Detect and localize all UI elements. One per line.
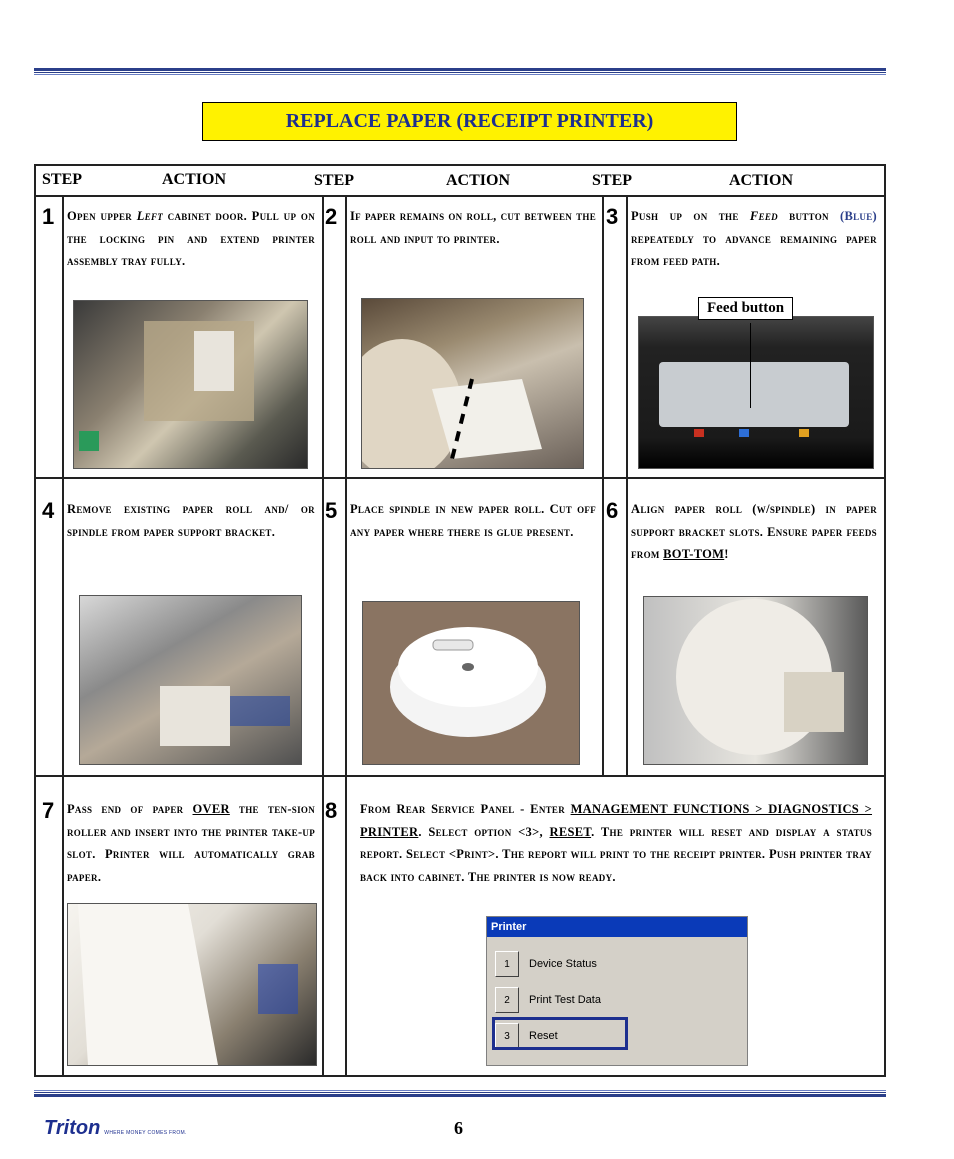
printer-tray-photo: [73, 300, 308, 469]
feed-button-photo: [638, 316, 874, 469]
new-roll-photo: [362, 601, 580, 765]
logo-tagline: WHERE MONEY COMES FROM.: [104, 1130, 187, 1136]
step-number: 5: [325, 498, 338, 523]
top-rule: [34, 68, 886, 75]
cut-paper-photo: [361, 298, 584, 469]
header-action-1: ACTION: [162, 171, 227, 188]
step-1-text: Open upper Left cabinet door. Pull up on the locking pin and extend printer assembly tray fully.: [67, 209, 315, 268]
remove-roll-photo: [79, 595, 302, 765]
step-number: 1: [42, 204, 55, 229]
bottom-rule: [34, 1090, 886, 1097]
header-action-3: ACTION: [729, 172, 794, 189]
callout-line: [750, 323, 751, 408]
menu-button[interactable]: 1: [495, 951, 519, 977]
step-number: 4: [42, 498, 55, 523]
step-number: 8: [325, 798, 338, 823]
menu-label: Print Test Data: [529, 994, 601, 1006]
menu-label: Device Status: [529, 958, 597, 970]
printer-menu-title: Printer: [487, 917, 747, 937]
step-number: 7: [42, 798, 55, 823]
step-3-text: Push up on the Feed button (Blue) repeatedly to advance remaining paper from feed path.: [631, 209, 877, 268]
tension-roller-photo: [67, 903, 317, 1066]
step-4-text: Remove existing paper roll and/ or spindle from paper support bracket.: [67, 502, 315, 539]
menu-label: Reset: [529, 1030, 558, 1042]
menu-item-device-status[interactable]: [495, 951, 597, 977]
header-step-3: STEP: [592, 172, 633, 189]
header-action-2: ACTION: [446, 172, 511, 189]
triton-logo: [44, 1117, 187, 1140]
logo-name: Triton: [44, 1117, 101, 1139]
menu-item-print-test-data[interactable]: [495, 987, 601, 1013]
page-number: 6: [454, 1118, 463, 1138]
header-step-1: STEP: [42, 171, 83, 188]
step-number: 2: [325, 204, 338, 229]
step-number: 3: [606, 204, 619, 229]
step-6-text: Align paper roll (w/spindle) in paper support bracket slots. Ensure paper feeds from BOT-TOM!: [631, 502, 877, 561]
step-5-text: Place spindle in new paper roll. Cut off any paper where there is glue present.: [350, 502, 596, 539]
header-step-2: STEP: [314, 172, 355, 189]
step-2-text: If paper remains on roll, cut between the roll and input to printer.: [350, 209, 596, 246]
align-roll-photo: [643, 596, 868, 765]
step-7-text: Pass end of paper OVER the ten-sion roller and insert into the printer take-up slot. Printer will automatically grab paper.: [67, 802, 315, 884]
step-8-text: From Rear Service Panel - Enter MANAGEMENT FUNCTIONS > DIAGNOSTICS > PRINTER. Select option <3>, RESET. The printer will reset and display a status report. Select <Print>. The report will print to the receipt printer. Push printer tray back into cabinet. The printer is now ready.: [360, 802, 873, 884]
menu-button[interactable]: 3: [495, 1023, 519, 1049]
reset-highlight: [492, 1017, 628, 1050]
feed-button-callout: Feed button: [698, 297, 793, 320]
page-title: REPLACE PAPER (RECEIPT PRINTER): [202, 102, 737, 141]
menu-button[interactable]: 2: [495, 987, 519, 1013]
step-number: 6: [606, 498, 619, 523]
